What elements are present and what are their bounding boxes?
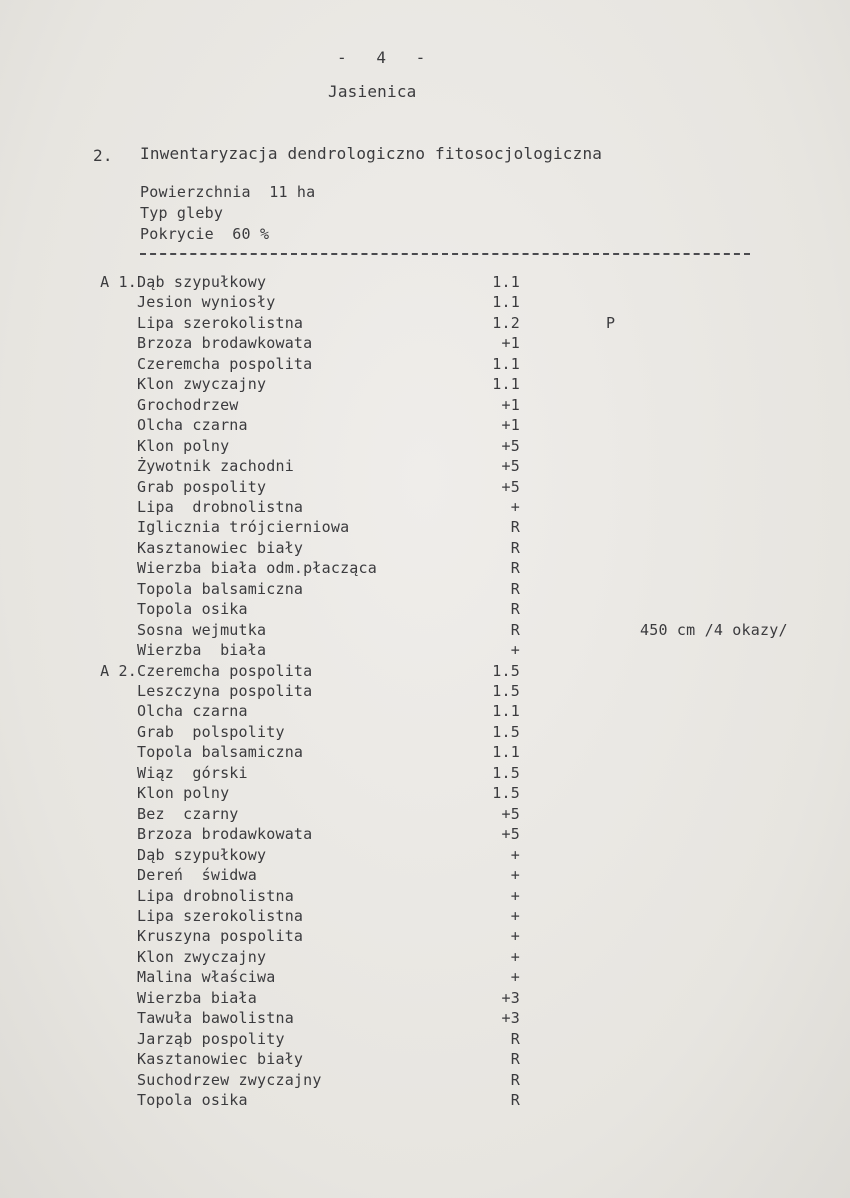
- list-item: [0, 415, 850, 435]
- species-name: Topola balsamiczna: [137, 743, 304, 762]
- species-name: Jarząb pospolity: [137, 1029, 285, 1048]
- abundance-value: +: [510, 641, 520, 660]
- abundance-value: +1: [501, 395, 520, 414]
- list-item: [0, 620, 850, 640]
- species-name: Iglicznia trójcierniowa: [137, 518, 350, 537]
- abundance-value: R: [510, 600, 520, 619]
- species-name: Tawuła bawolistna: [137, 1009, 294, 1028]
- species-name: Żywotnik zachodni: [137, 457, 294, 476]
- abundance-value: +: [510, 906, 520, 925]
- species-name: Wierzba biała odm.płacząca: [137, 559, 377, 578]
- list-item: [0, 272, 850, 292]
- list-item: [0, 558, 850, 578]
- species-name: Grab polspolity: [137, 722, 285, 741]
- abundance-value: 1.1: [492, 743, 520, 762]
- list-item: [0, 1029, 850, 1049]
- species-name: Czeremcha pospolita: [137, 354, 313, 373]
- list-item: [0, 906, 850, 926]
- list-item: [0, 333, 850, 353]
- abundance-value: 1.2: [492, 313, 520, 332]
- species-name: Klon polny: [137, 784, 230, 803]
- abundance-value: +1: [501, 334, 520, 353]
- list-item: [0, 886, 850, 906]
- list-item: [0, 763, 850, 783]
- list-item: [0, 1090, 850, 1110]
- abundance-value: +5: [501, 804, 520, 823]
- abundance-value: R: [510, 1050, 520, 1069]
- abundance-value: 1.1: [492, 702, 520, 721]
- list-item: [0, 722, 850, 742]
- abundance-value: +3: [501, 988, 520, 1007]
- abundance-value: +5: [501, 436, 520, 455]
- species-name: Klon polny: [137, 436, 230, 455]
- page-number: - 4 -: [337, 48, 426, 67]
- species-name: Olcha czarna: [137, 702, 248, 721]
- species-name: Olcha czarna: [137, 416, 248, 435]
- abundance-value: R: [510, 538, 520, 557]
- species-name: Kasztanowiec biały: [137, 538, 304, 557]
- species-name: Lipa szerokolistna: [137, 906, 304, 925]
- list-item: [0, 804, 850, 824]
- species-name: Bez czarny: [137, 804, 239, 823]
- species-name: Jesion wyniosły: [137, 293, 276, 312]
- species-name: Wiąz górski: [137, 763, 248, 782]
- abundance-value: 1.5: [492, 682, 520, 700]
- location-title: Jasienica: [328, 82, 417, 101]
- species-name: Sosna wejmutka: [137, 620, 267, 639]
- abundance-value: +5: [501, 825, 520, 844]
- list-item: [0, 374, 850, 394]
- abundance-value: 1.1: [492, 293, 520, 312]
- species-name: Lipa drobnolistna: [137, 497, 304, 516]
- species-name: Leszczyna pospolita: [137, 682, 313, 700]
- species-name: Wierzba biała: [137, 641, 267, 660]
- species-name: Klon zwyczajny: [137, 947, 267, 966]
- species-name: Lipa szerokolistna: [137, 313, 304, 332]
- abundance-value: +5: [501, 477, 520, 496]
- list-item: [0, 599, 850, 619]
- species-name: Topola osika: [137, 600, 248, 619]
- list-item: [0, 661, 850, 681]
- list-item: [0, 517, 850, 537]
- list-item: [0, 1070, 850, 1090]
- species-name: Topola osika: [137, 1091, 248, 1109]
- species-name: Wierzba biała: [137, 988, 257, 1007]
- list-item: [0, 456, 850, 476]
- abundance-value: +: [510, 886, 520, 905]
- list-item: [0, 1049, 850, 1069]
- abundance-value: R: [510, 620, 520, 639]
- abundance-value: +: [510, 866, 520, 885]
- abundance-value: 1.5: [492, 661, 520, 680]
- list-item: [0, 640, 850, 660]
- abundance-value: R: [510, 1091, 520, 1109]
- abundance-value: +: [510, 927, 520, 946]
- list-item: [0, 947, 850, 967]
- list-item: [0, 395, 850, 415]
- species-name: Kasztanowiec biały: [137, 1050, 304, 1069]
- list-item: [0, 988, 850, 1008]
- abundance-value: R: [510, 518, 520, 537]
- species-name: Suchodrzew zwyczajny: [137, 1070, 322, 1089]
- species-name: Grochodrzew: [137, 395, 239, 414]
- abundance-value: 1.1: [492, 375, 520, 394]
- section-title: Inwentaryzacja dendrologiczno fitosocjologiczna: [140, 144, 603, 163]
- row-note: P: [606, 313, 616, 332]
- abundance-value: +5: [501, 457, 520, 476]
- list-item: [0, 497, 850, 517]
- species-name: Dąb szypułkowy: [137, 273, 267, 291]
- list-item: [0, 681, 850, 701]
- species-name: Topola balsamiczna: [137, 579, 304, 598]
- list-item: [0, 783, 850, 803]
- species-name: Lipa drobnolistna: [137, 886, 294, 905]
- section-number: 2.: [93, 146, 113, 165]
- abundance-value: +3: [501, 1009, 520, 1028]
- abundance-value: +: [510, 947, 520, 966]
- layer-label: A 1.: [100, 273, 137, 291]
- abundance-value: +: [510, 845, 520, 864]
- abundance-value: 1.1: [492, 273, 520, 291]
- list-item: [0, 292, 850, 312]
- row-note: 450 cm /4 okazy/: [640, 620, 788, 639]
- species-name: Klon zwyczajny: [137, 375, 267, 394]
- list-item: [0, 477, 850, 497]
- soil-type-info: Typ gleby: [140, 204, 224, 222]
- species-name: Brzoza brodawkowata: [137, 334, 313, 353]
- list-item: [0, 926, 850, 946]
- abundance-value: +1: [501, 416, 520, 435]
- list-item: [0, 845, 850, 865]
- list-item: [0, 436, 850, 456]
- coverage-info: Pokrycie 60 %: [140, 225, 270, 243]
- abundance-value: +: [510, 497, 520, 516]
- list-item: [0, 1008, 850, 1028]
- list-item: [0, 354, 850, 374]
- species-name: Grab pospolity: [137, 477, 267, 496]
- dashed-divider: [140, 253, 750, 255]
- species-name: Malina właściwa: [137, 968, 276, 987]
- layer-label: A 2.: [100, 661, 137, 680]
- species-name: Dereń świdwa: [137, 866, 257, 885]
- list-item: [0, 865, 850, 885]
- abundance-value: R: [510, 1070, 520, 1089]
- species-name: Brzoza brodawkowata: [137, 825, 313, 844]
- abundance-value: 1.5: [492, 784, 520, 803]
- abundance-value: R: [510, 1029, 520, 1048]
- list-item: [0, 967, 850, 987]
- abundance-value: 1.5: [492, 763, 520, 782]
- abundance-value: R: [510, 559, 520, 578]
- species-name: Czeremcha pospolita: [137, 661, 313, 680]
- list-item: [0, 579, 850, 599]
- list-item: [0, 742, 850, 762]
- species-name: Kruszyna pospolita: [137, 927, 304, 946]
- list-item: [0, 824, 850, 844]
- area-info: Powierzchnia 11 ha: [140, 183, 316, 201]
- abundance-value: R: [510, 579, 520, 598]
- abundance-value: 1.1: [492, 354, 520, 373]
- list-item: [0, 313, 850, 333]
- species-name: Dąb szypułkowy: [137, 845, 267, 864]
- abundance-value: +: [510, 968, 520, 987]
- abundance-value: 1.5: [492, 722, 520, 741]
- list-item: [0, 538, 850, 558]
- list-item: [0, 701, 850, 721]
